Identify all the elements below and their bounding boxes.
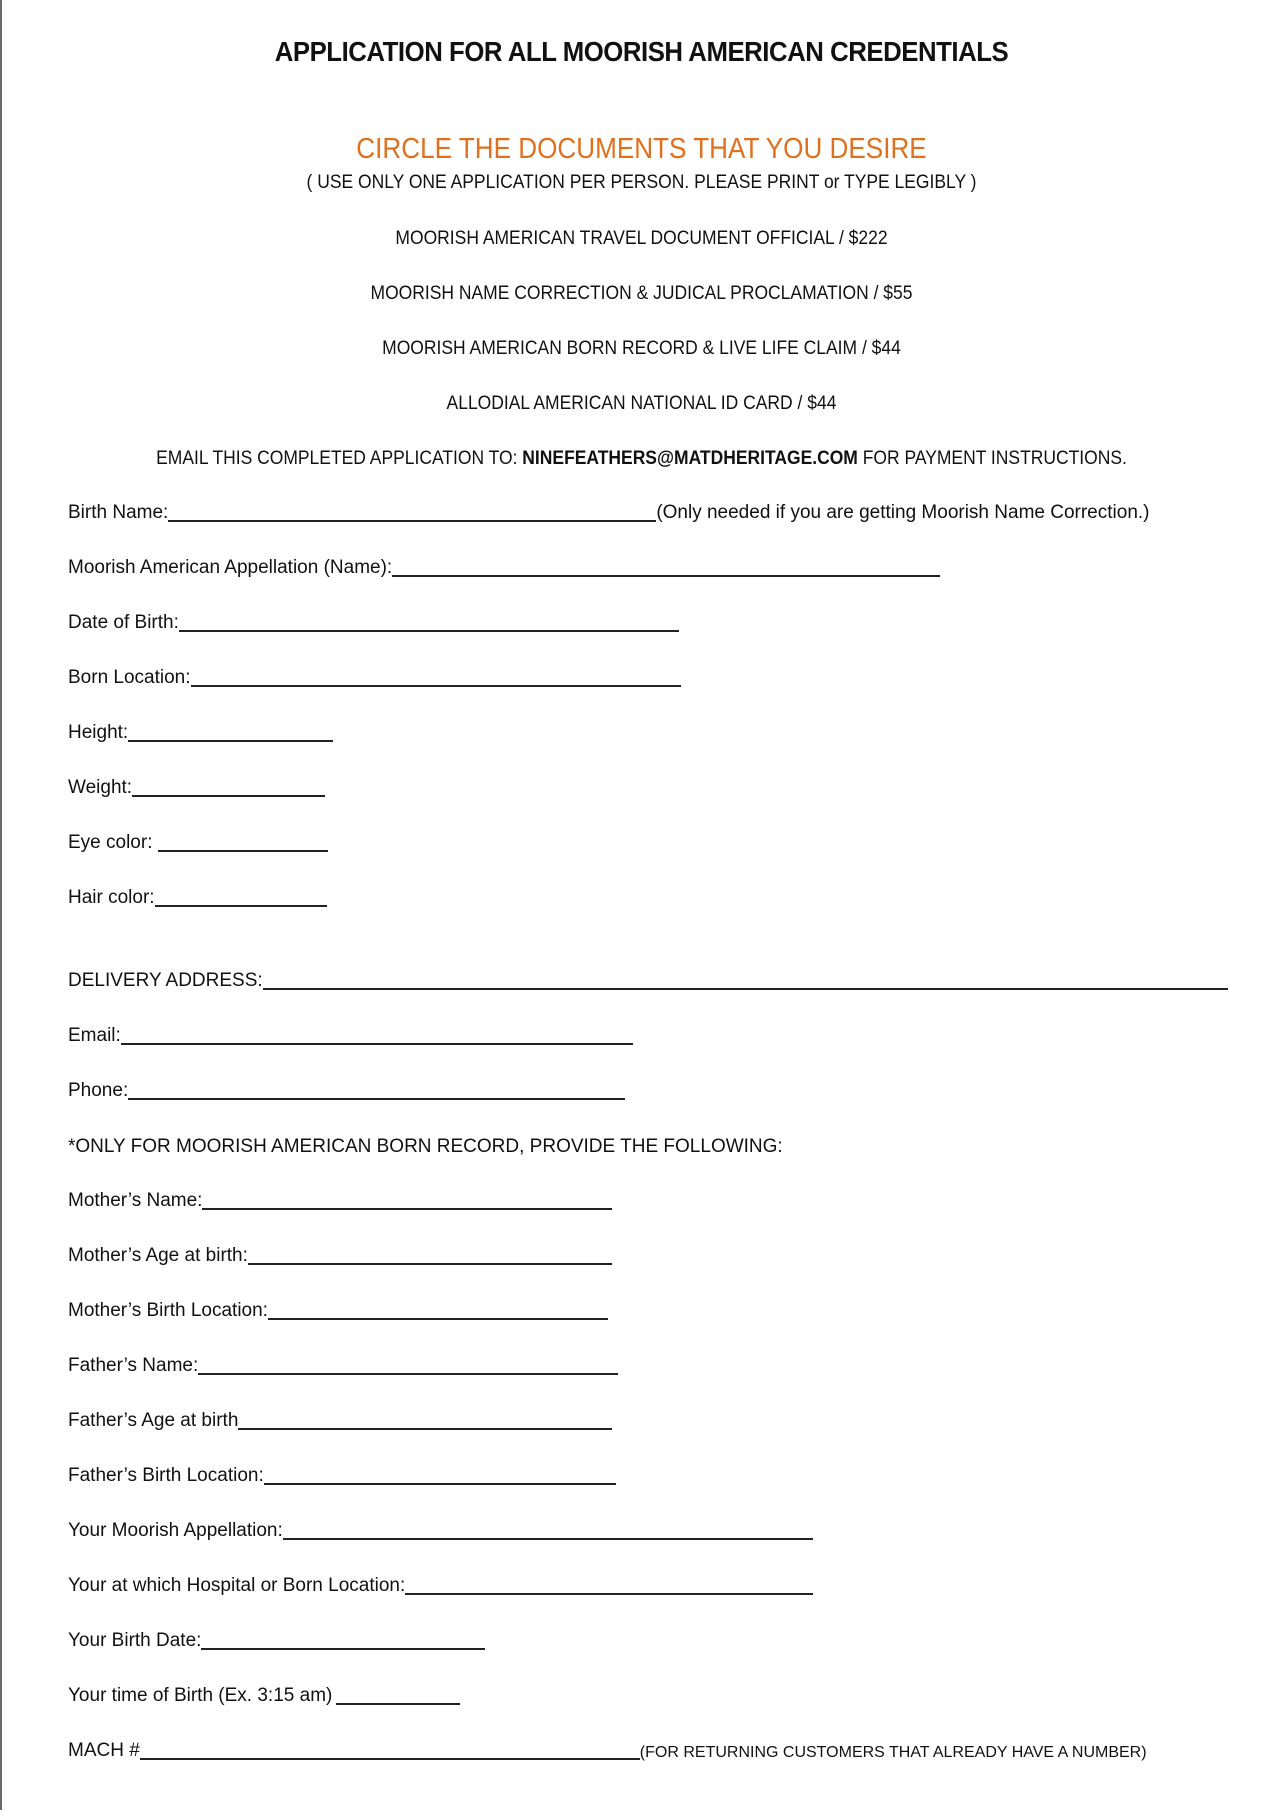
mother-location-field [68, 1300, 608, 1322]
document-option-name-correction[interactable]: MOORISH NAME CORRECTION & JUDICAL PROCLAMATION / $55 [370, 283, 913, 304]
weight-input[interactable] [132, 777, 325, 797]
mother-name-input[interactable] [202, 1190, 612, 1210]
your-appellation-field [68, 1520, 813, 1542]
appellation-label: Moorish American Appellation (Name): [68, 557, 393, 578]
father-location-label: Father’s Birth Location: [68, 1465, 264, 1486]
document-option-born-record[interactable]: MOORISH AMERICAN BORN RECORD & LIVE LIFE CLAIM / $44 [382, 338, 901, 359]
form-instructions: ( USE ONLY ONE APPLICATION PER PERSON. PLEASE PRINT or TYPE LEGIBLY ) [306, 172, 977, 193]
hair-color-field [68, 887, 327, 909]
email-label: Email: [68, 1025, 121, 1046]
born-location-label: Born Location: [68, 667, 191, 688]
mother-name-field [68, 1190, 612, 1212]
phone-field [68, 1080, 625, 1102]
weight-label: Weight: [68, 777, 133, 798]
height-label: Height: [68, 722, 129, 743]
mach-input[interactable] [140, 1740, 640, 1760]
your-birth-date-input[interactable] [201, 1630, 485, 1650]
birth-name-field [68, 502, 1150, 524]
hair-color-label: Hair color: [68, 887, 155, 908]
your-appellation-input[interactable] [283, 1520, 813, 1540]
mother-name-label: Mother’s Name: [68, 1190, 203, 1211]
your-time-field [68, 1685, 460, 1707]
phone-input[interactable] [128, 1080, 625, 1100]
your-birth-date-field [68, 1630, 485, 1652]
your-time-label: Your time of Birth (Ex. 3:15 am) [68, 1685, 333, 1706]
father-age-input[interactable] [238, 1410, 612, 1430]
email-field [68, 1025, 633, 1047]
father-location-input[interactable] [264, 1465, 616, 1485]
birth-name-label: Birth Name: [68, 502, 169, 523]
mach-hint: (FOR RETURNING CUSTOMERS THAT ALREADY HAVE A NUMBER) [639, 1744, 1147, 1761]
document-option-id-card[interactable]: ALLODIAL AMERICAN NATIONAL ID CARD / $44 [446, 393, 837, 414]
email-instruction-suffix: FOR PAYMENT INSTRUCTIONS. [857, 448, 1127, 469]
father-name-input[interactable] [198, 1355, 618, 1375]
mother-age-label: Mother’s Age at birth: [68, 1245, 248, 1266]
your-appellation-label: Your Moorish Appellation: [68, 1520, 283, 1541]
mother-age-field [68, 1245, 612, 1267]
document-option-travel[interactable]: MOORISH AMERICAN TRAVEL DOCUMENT OFFICIAL / $222 [395, 228, 888, 249]
your-birth-date-label: Your Birth Date: [68, 1630, 202, 1651]
born-location-field [68, 667, 681, 689]
birth-name-input[interactable] [168, 502, 656, 522]
appellation-field [68, 557, 940, 579]
your-hospital-field [68, 1575, 813, 1597]
your-hospital-label: Your at which Hospital or Born Location: [68, 1575, 406, 1596]
born-location-input[interactable] [191, 667, 681, 687]
father-age-field [68, 1410, 612, 1432]
email-instruction-prefix: EMAIL THIS COMPLETED APPLICATION TO: [156, 448, 523, 469]
mach-field [68, 1740, 1147, 1762]
dob-field [68, 612, 679, 634]
height-input[interactable] [128, 722, 333, 742]
father-age-label: Father’s Age at birth [68, 1410, 239, 1431]
dob-label: Date of Birth: [68, 612, 179, 633]
delivery-address-input[interactable] [263, 970, 1228, 990]
delivery-address-label: DELIVERY ADDRESS: [68, 970, 263, 991]
mother-age-input[interactable] [248, 1245, 612, 1265]
email-input[interactable] [121, 1025, 633, 1045]
mach-label: MACH # [68, 1740, 140, 1761]
dob-input[interactable] [179, 612, 679, 632]
contact-email[interactable]: NINEFEATHERS@MATDHERITAGE.COM [522, 448, 858, 469]
height-field [68, 722, 333, 744]
mother-location-input[interactable] [268, 1300, 608, 1320]
delivery-address-field [68, 970, 1228, 992]
birth-name-hint: (Only needed if you are getting Moorish Name Correction.) [656, 502, 1150, 523]
phone-label: Phone: [68, 1080, 129, 1101]
form-subtitle: CIRCLE THE DOCUMENTS THAT YOU DESIRE [356, 133, 927, 165]
father-location-field [68, 1465, 616, 1487]
mother-location-label: Mother’s Birth Location: [68, 1300, 268, 1321]
your-hospital-input[interactable] [405, 1575, 813, 1595]
father-name-label: Father’s Name: [68, 1355, 199, 1376]
eye-color-label: Eye color: [68, 832, 153, 853]
eye-color-field [68, 832, 328, 854]
form-title: APPLICATION FOR ALL MOORISH AMERICAN CREDENTIALS [274, 36, 1009, 67]
eye-color-input[interactable] [158, 832, 328, 852]
father-name-field [68, 1355, 618, 1377]
weight-field [68, 777, 325, 799]
your-time-input[interactable] [336, 1685, 460, 1705]
appellation-input[interactable] [392, 557, 940, 577]
hair-color-input[interactable] [155, 887, 327, 907]
born-record-note: *ONLY FOR MOORISH AMERICAN BORN RECORD, PROVIDE THE FOLLOWING: [68, 1136, 783, 1157]
email-instruction [53, 448, 1230, 470]
